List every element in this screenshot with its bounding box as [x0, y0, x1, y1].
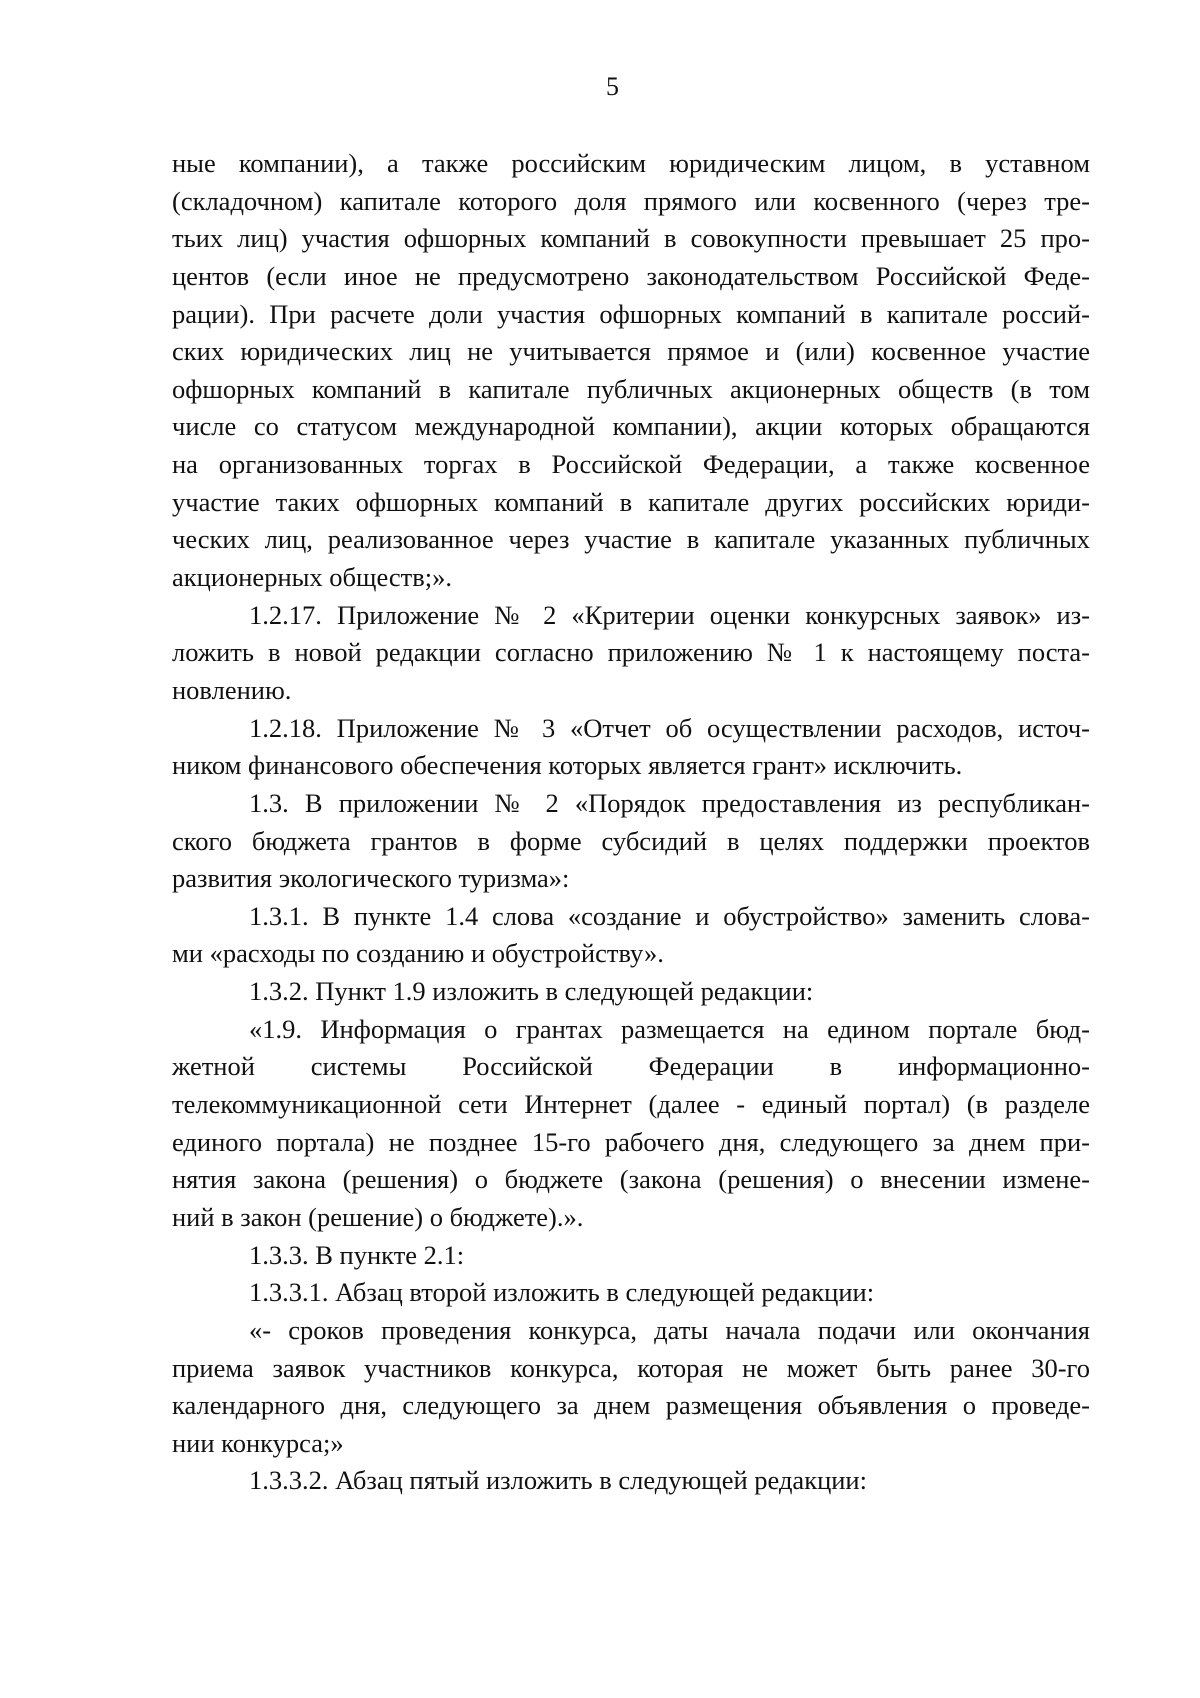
text-line: развития экологического туризма»: [172, 863, 570, 894]
text-line: акционерных обществ;». [172, 562, 452, 593]
text-line: 1.3.2. Пункт 1.9 изложить в следующей редакции: [249, 976, 814, 1007]
text-line: центов (если иное не предусмотрено законодательством Российской Феде- [172, 260, 1090, 291]
text-line: приема заявок участников конкурса, которая не может быть ранее 30-го [172, 1352, 1090, 1383]
text-line: новлению. [172, 674, 292, 705]
text-line: ные компании), а также российским юридическим лицом, в уставном [172, 148, 1090, 178]
text-line: 1.3.3. В пункте 2.1: [249, 1239, 465, 1270]
text-line: «1.9. Информация о грантах размещается на едином портале бюд- [249, 1013, 1090, 1044]
text-line: на организованных торгах в Российской Федерации, а также косвенное [172, 449, 1090, 480]
text-line: единого портала) не позднее 15-го рабочего дня, следующего за днем при- [172, 1126, 1090, 1157]
text-line: ний в закон (решение) о бюджете).». [172, 1201, 584, 1232]
text-line: телекоммуникационной сети Интернет (далее - единый портал) (в разделе [172, 1089, 1090, 1120]
text-line: тьих лиц) участия офшорных компаний в совокупности превышает 25 про- [172, 223, 1090, 254]
text-line: ского бюджета грантов в форме субсидий в целях поддержки проектов [172, 825, 1090, 856]
text-line: (складочном) капитале которого доля прямого или косвенного (через тре- [172, 185, 1090, 216]
text-line: ми «расходы по созданию и обустройству». [172, 938, 664, 969]
text-line: 1.3.3.1. Абзац второй изложить в следующей редакции: [249, 1277, 875, 1308]
text-line: 1.3.3.2. Абзац пятый изложить в следующей редакции: [249, 1465, 867, 1496]
text-line: нятия закона (решения) о бюджете (закона (решения) о внесении измене- [172, 1164, 1090, 1195]
text-line: ческих лиц, реализованное через участие в капитале указанных публичных [172, 524, 1090, 555]
text-line: нии конкурса;» [172, 1427, 344, 1458]
text-line: 1.3.1. В пункте 1.4 слова «создание и обустройство» заменить слова- [249, 900, 1090, 931]
text-line: участие таких офшорных компаний в капитале других российских юриди- [172, 486, 1090, 517]
page-number: 5 [606, 72, 619, 101]
text-line: 1.3. В приложении № 2 «Порядок предоставления из республикан- [249, 787, 1090, 818]
text-line: офшорных компаний в капитале публичных акционерных обществ (в том [172, 373, 1090, 404]
text-line: календарного дня, следующего за днем размещения объявления о проведе- [172, 1390, 1090, 1421]
text-line: числе со статусом международной компании), акции которых обращаются [172, 411, 1090, 442]
text-line: ником финансового обеспечения которых является грант» исключить. [172, 750, 963, 781]
text-line: «- сроков проведения конкурса, даты начала подачи или окончания [249, 1314, 1090, 1345]
text-line: ложить в новой редакции согласно приложению № 1 к настоящему поста- [172, 637, 1090, 668]
text-line: жетной системы Российской Федерации в информационно- [172, 1051, 1090, 1082]
document-body [172, 145, 1090, 1500]
text-line: рации). При расчете доли участия офшорных компаний в капитале россий- [172, 298, 1090, 329]
text-line: ских юридических лиц не учитывается прямое и (или) косвенное участие [172, 336, 1090, 367]
text-line: 1.2.17. Приложение № 2 «Критерии оценки конкурсных заявок» из- [249, 599, 1090, 630]
text-line: 1.2.18. Приложение № 3 «Отчет об осуществлении расходов, источ- [249, 712, 1090, 743]
